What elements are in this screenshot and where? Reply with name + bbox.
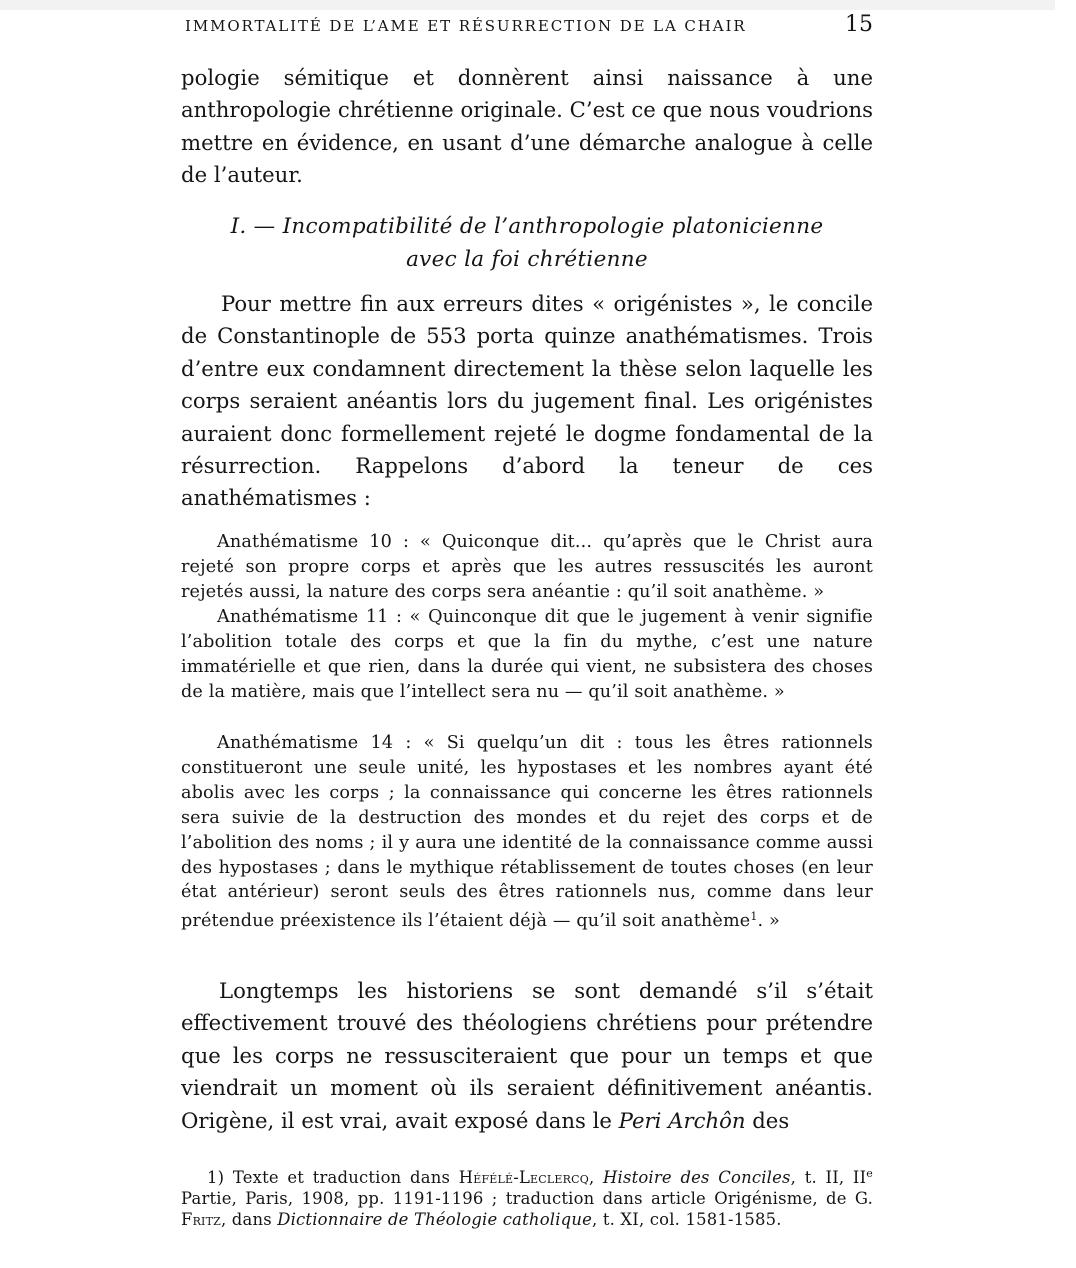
section-heading-line-1: I. — Incompatibilité de l’anthropologie platonicienne [230, 214, 824, 239]
paragraph-3 [181, 975, 873, 1137]
quote-anathema-11: Anathématisme 11 : « Quinconque dit que le jugement à venir signifie l’abolition totale des corps et que la fin du mythe, c’est une nature immatérielle et que rien, dans la durée qui vient, ne subsistera des choses de la matière, mais que l’intellect sera nu — qu’il soit anathème. » [181, 607, 873, 702]
footnote-part-1: , t. II, II [790, 1168, 867, 1187]
footnote-marker: 1) Texte et traduction dans [207, 1168, 459, 1187]
footnote [181, 1164, 873, 1230]
section-heading [181, 210, 873, 276]
quote-anathema-14-end: . » [757, 911, 780, 932]
footnote-reference[interactable]: 1 [750, 910, 758, 924]
paragraph-3-text-end: des [745, 1107, 790, 1133]
footnote-superscript: e [866, 1167, 873, 1180]
paragraph-1: pologie sémitique et donnèrent ainsi naissance à une anthropologie chrétienne originale. C’est ce que nous voudrions mettre en évidence, en usant d’une démarche analogue à celle de l’auteur. [181, 65, 873, 188]
page-number: 15 [845, 12, 873, 37]
footnote-work-1: Histoire des Conciles [603, 1168, 791, 1187]
running-title: IMMORTALITÉ DE L’AME ET RÉSURRECTION DE LA CHAIR [185, 17, 747, 35]
quote-anathema-14 [181, 731, 873, 934]
footnote-part-3: , t. XI, col. 1581-1585. [592, 1209, 782, 1229]
footnote-work-2: Dictionnaire de Théologie catholique [277, 1209, 592, 1229]
scan-top-edge [0, 0, 1055, 10]
footnote-part-2: Partie, Paris, 1908, pp. 1191-1196 ; traduction dans article Origénisme, de G. [181, 1188, 873, 1208]
paragraph-3-title: Peri Archôn [618, 1107, 746, 1133]
quote-anathema-10: Anathématisme 10 : « Quiconque dit... qu’après que le Christ aura rejeté son propre corps et après que les autres ressuscités les auront rejetés aussi, la nature des corps sera anéantie : qu’il soit anathème. » [181, 532, 873, 602]
footnote-sep-1: , [588, 1168, 604, 1187]
footnote-author-1: Héfélé-Leclercq [458, 1168, 589, 1187]
footnote-author-2: Fritz [181, 1209, 221, 1229]
footnote-sep-2: , dans [220, 1209, 278, 1229]
section-heading-line-2: avec la foi chrétienne [406, 247, 648, 272]
paragraph-3-text: Longtemps les historiens se sont demandé s’il s’était effectivement trouvé des théologiens chrétiens pour prétendre que les corps ne ressusciteraient que pour un temps et que viendrait un moment où ils seraient définitivement anéantis. Origène, il est vrai, avait exposé dans le [181, 978, 873, 1133]
quote-anathema-14-text: Anathématisme 14 : « Si quelqu’un dit : tous les êtres rationnels constitueront une seule unité, les hypostases et les nombres ayant été abolis avec les corps ; la connaissance qui concerne les êtres rationnels sera suivie de la destruction des mondes et du rejet des corps et de l’abolition des noms ; il y aura une identité de la connaissance comme aussi des hypostases ; dans le mythique rétablissement de toutes choses (en leur état antérieur) seront seuls des êtres rationnels nus, comme dans leur prétendue préexistence ils l’étaient déjà — qu’il soit anathème [181, 733, 873, 932]
running-head [181, 14, 873, 38]
paragraph-2: Pour mettre fin aux erreurs dites « origénistes », le concile de Constantinople de 553 porta quinze anathématismes. Trois d’entre eux condamnent directement la thèse selon laquelle les corps seraient anéantis lors du jugement final. Les origénistes auraient donc formellement rejeté le dogme fondamental de la résurrection. Rappelons d’abord la teneur de ces anathématismes : [181, 291, 873, 511]
